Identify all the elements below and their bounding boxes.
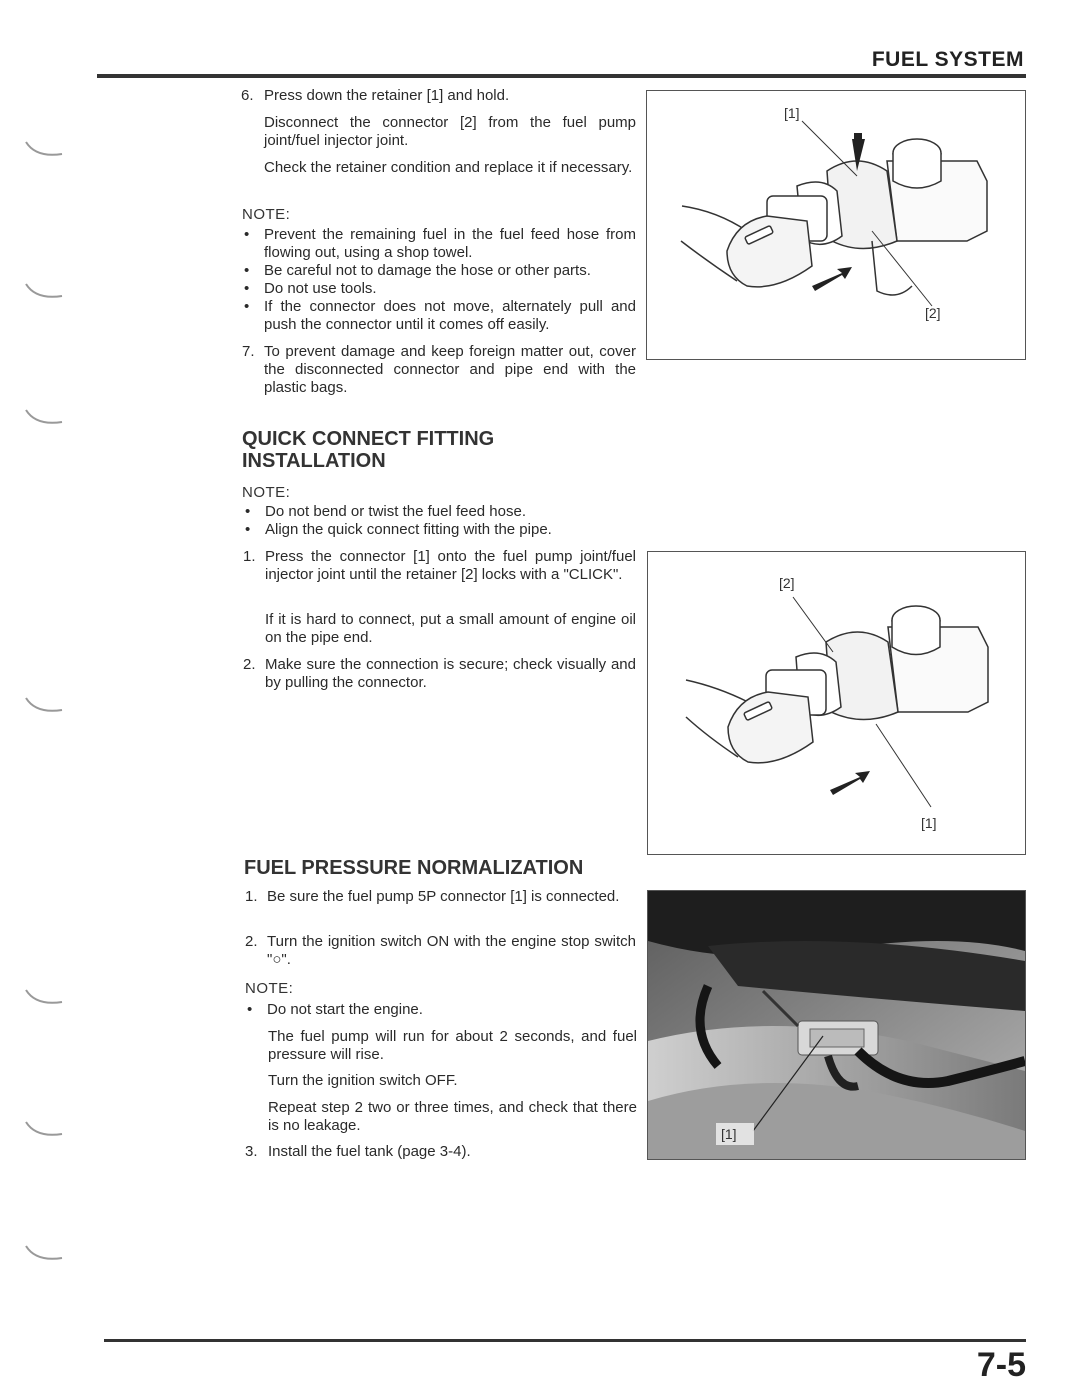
connector-illustration: [647, 91, 1025, 359]
callout-label: [2]: [925, 305, 941, 321]
step-text: Press the connector [1] onto the fuel pump joint/fuel injector joint until the retainer [2] locks with a "CLICK".: [265, 548, 636, 583]
section-heading: [242, 428, 494, 472]
section-title: FUEL SYSTEM: [871, 48, 1024, 71]
binder-hole-mark: [22, 282, 66, 302]
step-number: 2.: [245, 933, 258, 950]
photo-illustration: [648, 891, 1025, 1159]
step-text: Make sure the connection is secure; check visually and by pulling the connector.: [265, 656, 636, 691]
heading-line: QUICK CONNECT FITTING: [242, 428, 495, 450]
note-item: • Do not bend or twist the fuel feed hose.: [265, 503, 637, 521]
note-item: • Do not start the engine.: [267, 1001, 636, 1019]
step-number: 2.: [243, 656, 256, 673]
callout-label: [1]: [721, 1126, 737, 1142]
step-text: Be sure the fuel pump 5P connector [1] is connected.: [267, 888, 620, 905]
binder-hole-mark: [22, 1120, 66, 1140]
step-text: Disconnect the connector [2] from the fuel pump joint/fuel injector joint.: [264, 114, 636, 149]
step-number: 3.: [245, 1143, 258, 1160]
step-text: Turn the ignition switch ON with the engine stop switch "○".: [267, 933, 636, 968]
binder-hole-mark: [22, 140, 66, 160]
callout-label: [1]: [784, 105, 800, 121]
binder-hole-mark: [22, 1244, 66, 1264]
heading-line: INSTALLATION: [242, 450, 386, 472]
section-heading: FUEL PRESSURE NORMALIZATION: [244, 857, 584, 879]
note-item: • If the connector does not move, alternately pull and push the connector until it comes off easily.: [264, 298, 636, 334]
step-number: 7.: [242, 343, 255, 360]
step-text: Repeat step 2 two or three times, and check that there is no leakage.: [268, 1099, 637, 1134]
callout-label: [1]: [921, 815, 937, 831]
callout-label: [2]: [779, 575, 795, 591]
connector-disconnect-figure: [646, 90, 1026, 360]
note-item: • Prevent the remaining fuel in the fuel feed hose from flowing out, using a shop towel.: [264, 226, 636, 262]
note-item: • Be careful not to damage the hose or other parts.: [264, 262, 636, 280]
binder-hole-mark: [22, 988, 66, 1008]
binder-hole-mark: [22, 696, 66, 716]
step-text: If it is hard to connect, put a small amount of engine oil on the pipe end.: [265, 611, 636, 646]
step-text: Install the fuel tank (page 3-4).: [268, 1143, 471, 1160]
footer-rule: [104, 1339, 1026, 1342]
page-number: 7-5: [976, 1346, 1026, 1384]
note-label: NOTE:: [242, 206, 291, 223]
note-label: NOTE:: [245, 980, 294, 997]
note-item: • Do not use tools.: [264, 280, 636, 298]
step-number: 6.: [241, 87, 254, 104]
step-text: Check the retainer condition and replace it if necessary.: [264, 159, 633, 176]
step-text: To prevent damage and keep foreign matter out, cover the disconnected connector and pipe end with the plastic bags.: [264, 343, 636, 396]
note-label: NOTE:: [242, 484, 291, 501]
step-text: The fuel pump will run for about 2 seconds, and fuel pressure will rise.: [268, 1028, 637, 1063]
connector-illustration: [648, 552, 1025, 854]
step-text: Turn the ignition switch OFF.: [268, 1072, 458, 1089]
fuel-pump-connector-photo: [647, 890, 1026, 1160]
note-item: • Align the quick connect fitting with the pipe.: [265, 521, 637, 539]
step-number: 1.: [243, 548, 256, 565]
header-rule: [97, 74, 1026, 78]
step-number: 1.: [245, 888, 258, 905]
step-text: Press down the retainer [1] and hold.: [264, 87, 510, 104]
binder-hole-mark: [22, 408, 66, 428]
connector-install-figure: [647, 551, 1026, 855]
